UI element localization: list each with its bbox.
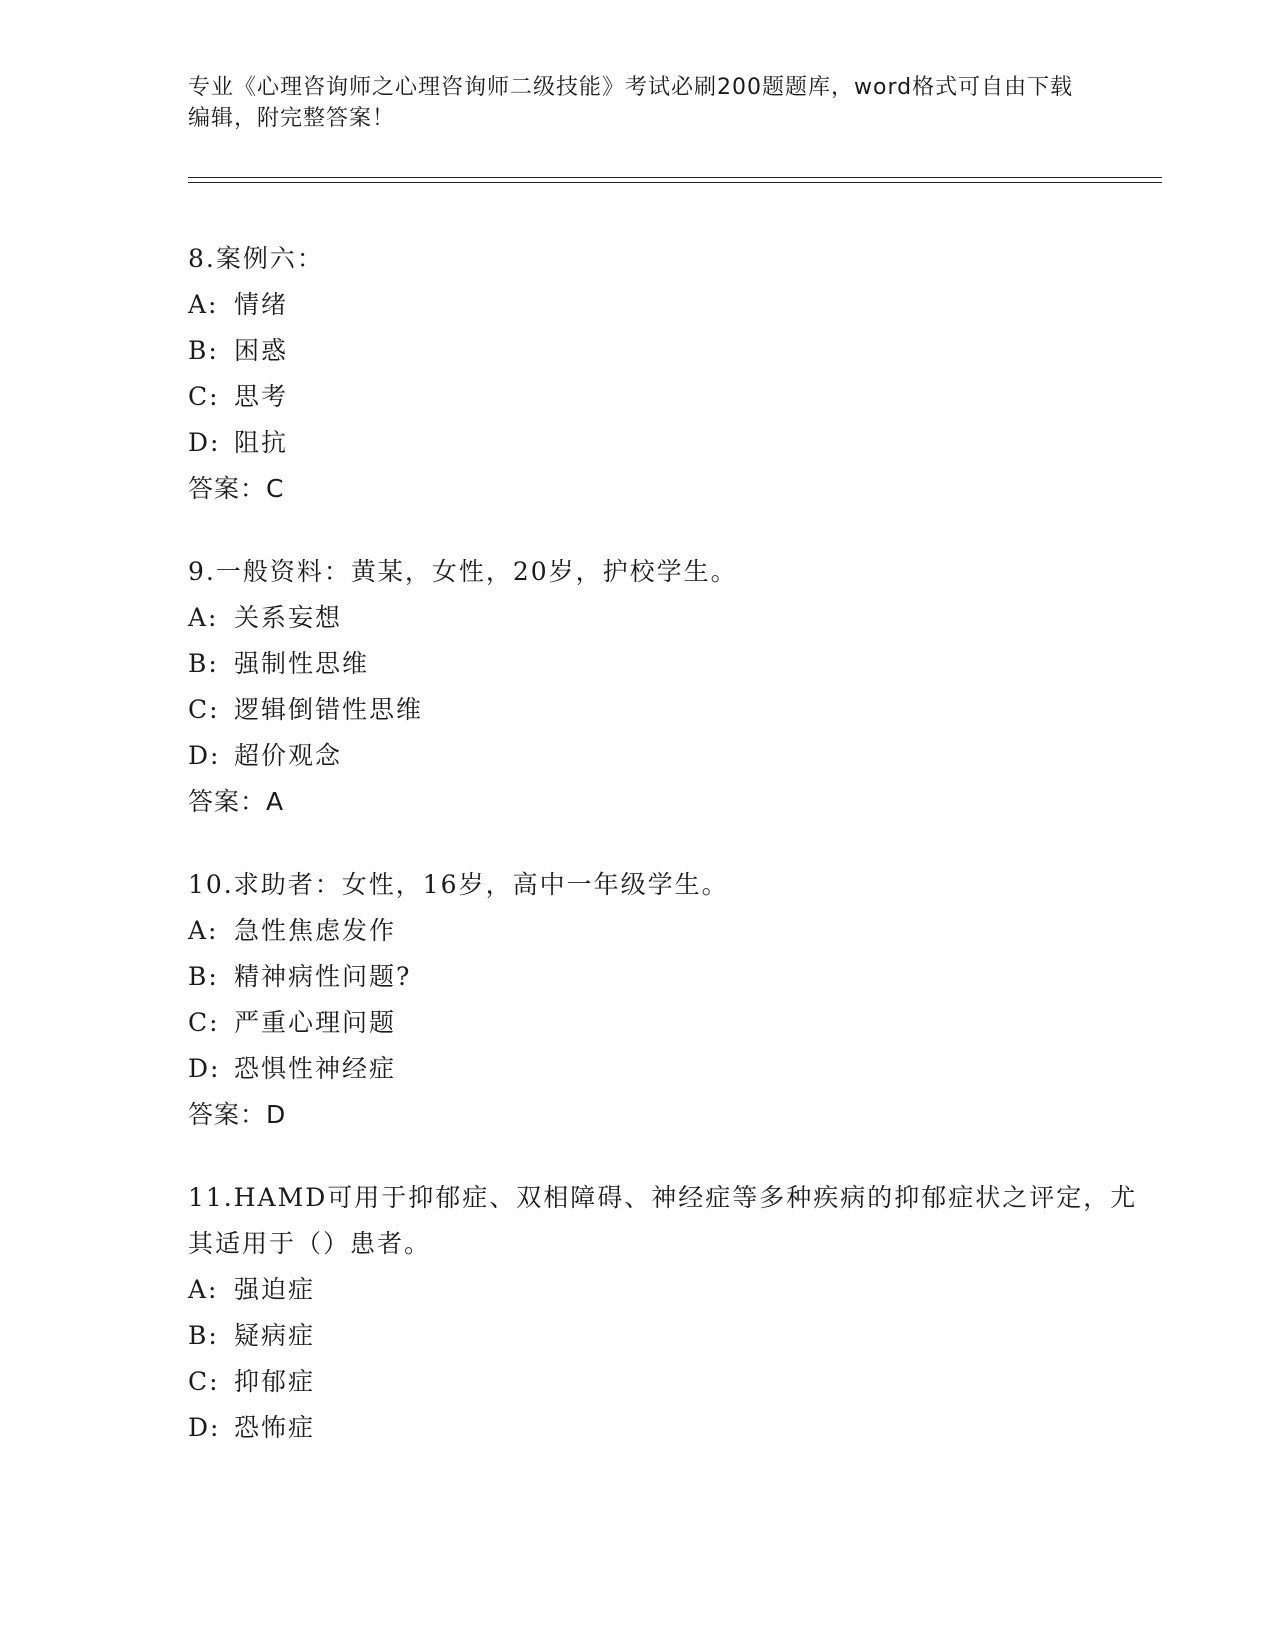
question-item — [188, 862, 1148, 1138]
option-text: 情绪 — [234, 290, 289, 319]
option-letter: B: — [188, 649, 219, 678]
option-d — [188, 1405, 1148, 1451]
option-c — [188, 374, 1148, 420]
option-text: 困惑 — [234, 336, 289, 365]
option-text: 急性焦虑发作 — [234, 916, 397, 945]
option-text: 疑病症 — [234, 1321, 316, 1350]
question-stem: 10.求助者：女性，16岁，高中一年级学生。 — [188, 870, 729, 899]
option-text: 逻辑倒错性思维 — [234, 695, 424, 724]
answer-line: 答案：A — [188, 787, 285, 816]
option-text: 思考 — [234, 382, 289, 411]
option-b — [188, 328, 1148, 374]
option-letter: D: — [188, 428, 221, 457]
option-letter: C: — [188, 382, 220, 411]
question-item — [188, 549, 1148, 825]
option-c — [188, 687, 1148, 733]
option-letter: B: — [188, 1321, 219, 1350]
option-letter: D: — [188, 1054, 221, 1083]
option-text: 关系妄想 — [234, 603, 343, 632]
option-c — [188, 1000, 1148, 1046]
option-c — [188, 1359, 1148, 1405]
question-item — [188, 236, 1148, 512]
answer-line: 答案：D — [188, 1100, 287, 1129]
option-text: 精神病性问题? — [234, 962, 412, 991]
option-text: 强迫症 — [234, 1275, 316, 1304]
option-letter: A: — [188, 916, 219, 945]
option-text: 恐怖症 — [234, 1413, 316, 1442]
option-letter: A: — [188, 1275, 219, 1304]
option-letter: D: — [188, 741, 221, 770]
question-stem: 8.案例六： — [188, 244, 324, 273]
header-divider-top — [188, 177, 1162, 178]
option-a — [188, 1267, 1148, 1313]
option-letter: C: — [188, 695, 220, 724]
option-b — [188, 1313, 1148, 1359]
option-text: 阻抗 — [234, 428, 289, 457]
question-item — [188, 1175, 1148, 1451]
option-d — [188, 1046, 1148, 1092]
option-d — [188, 733, 1148, 779]
option-letter: A: — [188, 603, 219, 632]
header-divider-bottom — [188, 182, 1162, 183]
option-text: 超价观念 — [234, 741, 343, 770]
answer-line: 答案：C — [188, 474, 285, 503]
option-a — [188, 282, 1148, 328]
option-a — [188, 595, 1148, 641]
document-header: 专业《心理咨询师之心理咨询师二级技能》考试必刷200题题库，word格式可自由下载编辑，附完整答案！ — [188, 75, 1074, 131]
question-stem: 9.一般资料：黄某，女性，20岁，护校学生。 — [188, 557, 738, 586]
option-letter: C: — [188, 1008, 220, 1037]
option-letter: A: — [188, 290, 219, 319]
option-text: 恐惧性神经症 — [234, 1054, 397, 1083]
question-list — [188, 236, 1148, 1488]
option-letter: B: — [188, 336, 219, 365]
option-letter: C: — [188, 1367, 220, 1396]
option-text: 强制性思维 — [234, 649, 370, 678]
option-text: 抑郁症 — [234, 1367, 316, 1396]
option-b — [188, 954, 1148, 1000]
option-d — [188, 420, 1148, 466]
option-letter: D: — [188, 1413, 221, 1442]
option-a — [188, 908, 1148, 954]
option-letter: B: — [188, 962, 219, 991]
question-stem: 11.HAMD可用于抑郁症、双相障碍、神经症等多种疾病的抑郁症状之评定，尤其适用于（）患者。 — [188, 1183, 1138, 1258]
option-text: 严重心理问题 — [234, 1008, 397, 1037]
option-b — [188, 641, 1148, 687]
